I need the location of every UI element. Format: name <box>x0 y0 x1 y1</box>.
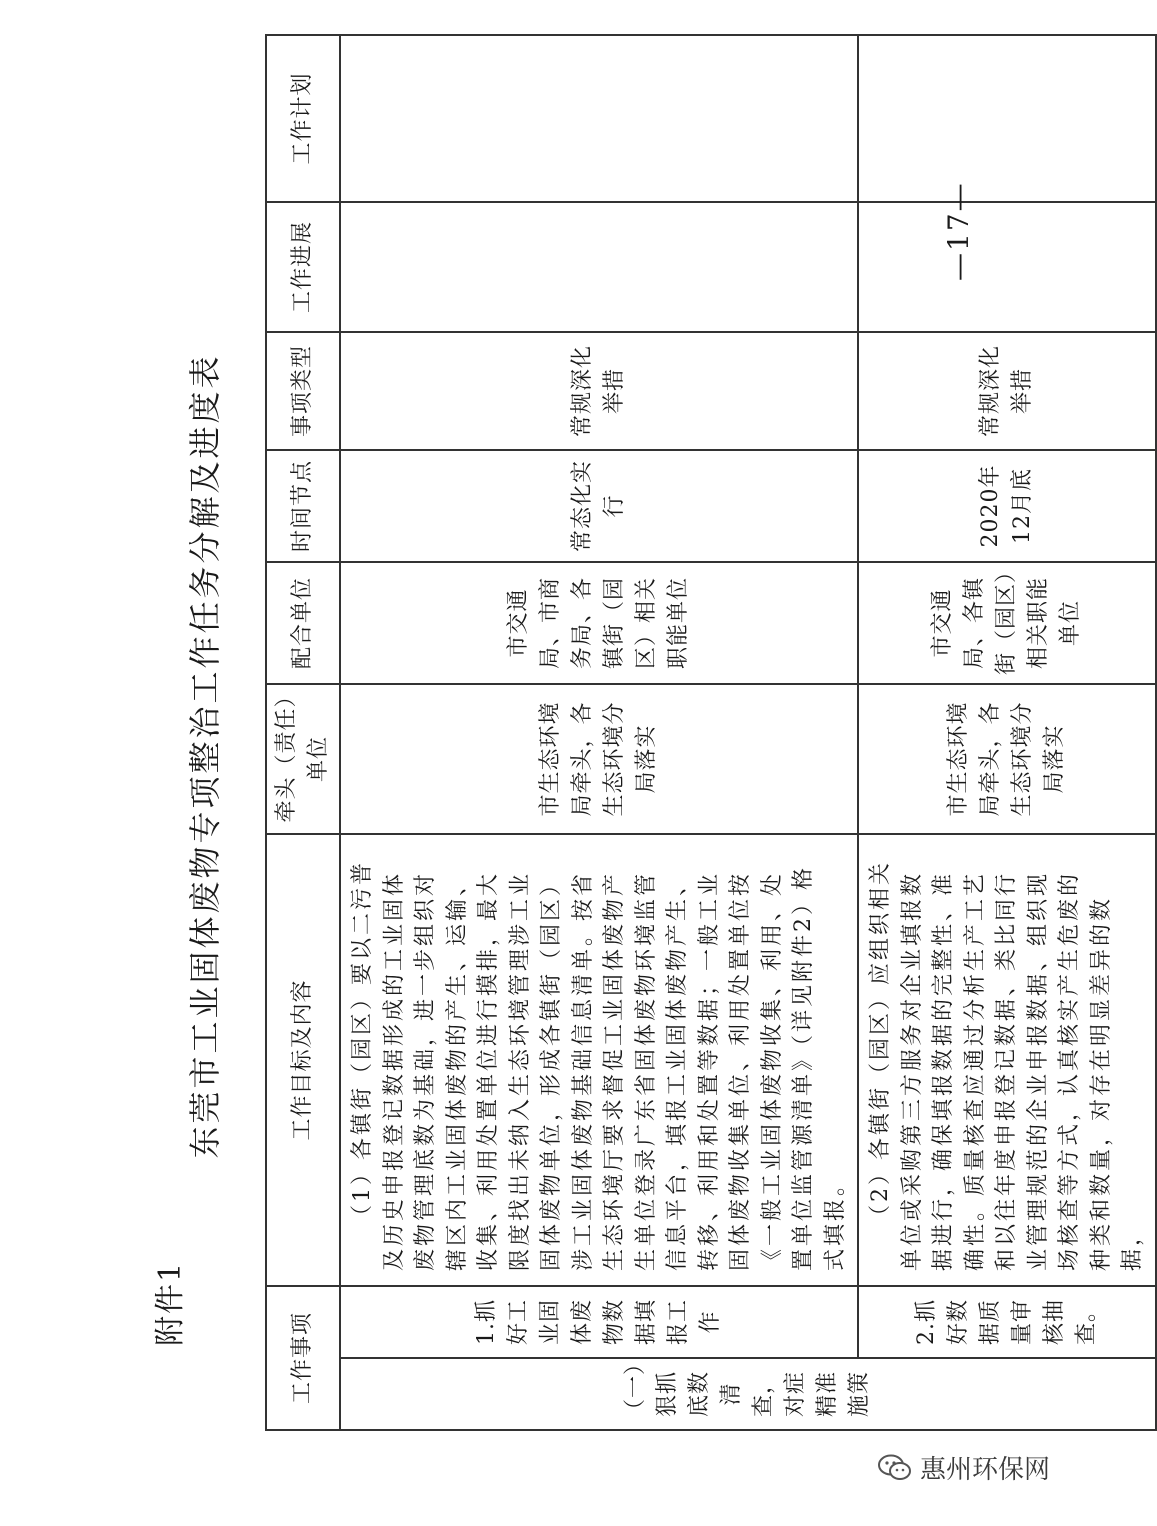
table-header-row <box>266 35 340 1430</box>
header-lead-unit: 牵头（责任）单位 <box>266 684 340 834</box>
page-number: —17— <box>942 181 975 281</box>
coop-unit-cell: 市交通局、市商务局、各镇街（园区）相关职能单位 <box>340 562 858 684</box>
header-progress: 工作进展 <box>266 202 340 332</box>
goal-cell: （2）各镇街（园区）应组织相关单位或采购第三方服务对企业填报数据进行，确保填报数据的完整性、准确性。质量核查应通过分析生产工艺和以往年度申报登记数据、类比同行业管理规范的企业申报数据、组织现场核查等方式，认真核实产生危废的种类和数量，对存在明显差异的数据， <box>858 834 1156 1286</box>
plan-cell <box>858 35 1156 202</box>
header-plan: 工作计划 <box>266 35 340 202</box>
header-coop-unit: 配合单位 <box>266 562 340 684</box>
watermark-text: 惠州环保网 <box>919 1455 1050 1485</box>
plan-cell <box>340 35 858 202</box>
time-node-cell: 2020年12月底 <box>858 450 1156 562</box>
lead-unit-cell: 市生态环境局牵头，各生态环境分局落实 <box>858 684 1156 834</box>
table-row <box>340 35 858 1430</box>
wechat-icon <box>878 1454 912 1482</box>
page-title: 东莞市工业固体废物专项整治工作任务分解及进度表 <box>186 353 224 1159</box>
header-work-item: 工作事项 <box>266 1286 340 1430</box>
table-row <box>858 35 1156 1430</box>
sub-item-cell: 2.抓好数据质量审核抽查。 <box>858 1286 1156 1358</box>
progress-cell <box>858 202 1156 332</box>
header-goal: 工作目标及内容 <box>266 834 340 1286</box>
sub-item-cell: 1.抓好工业固体废物数据填报工作 <box>340 1286 858 1358</box>
header-time-node: 时间节点 <box>266 450 340 562</box>
watermark <box>878 1449 1050 1486</box>
header-item-type: 事项类型 <box>266 332 340 450</box>
time-node-cell: 常态化实行 <box>340 450 858 562</box>
lead-unit-cell: 市生态环境局牵头，各生态环境分局落实 <box>340 684 858 834</box>
item-type-cell: 常规深化举措 <box>858 332 1156 450</box>
group-cell: （一）狠抓底数清查，对症精准施策 <box>340 1358 1156 1430</box>
progress-cell <box>340 202 858 332</box>
attachment-label: 附件1 <box>153 1260 188 1346</box>
coop-unit-cell: 市交通局、各镇街（园区）相关职能单位 <box>858 562 1156 684</box>
item-type-cell: 常规深化举措 <box>340 332 858 450</box>
goal-cell: （1）各镇街（园区）要以二污普及历史申报登记数据形成的工业固体废物管理底数为基础，进一步组织对辖区内工业固体废物的产生、运输、收集、利用处置单位进行摸排，最大限度找出未纳入生态环境管理涉工业固体废物单位，形成各镇街（园区）涉工业固体废物基础信息清单。按省生态环境厅要求督促工业固体废物产生单位登录广东省固体废物环境监管信息平台，填报工业固体废物产生、转移、利用和处置等数据；一般工业固体废物收集单位、利用处置单位按《一般工业固体废物收集、利用、处置单位监管源清单》（详见附件2）格式填报。 <box>340 834 858 1286</box>
